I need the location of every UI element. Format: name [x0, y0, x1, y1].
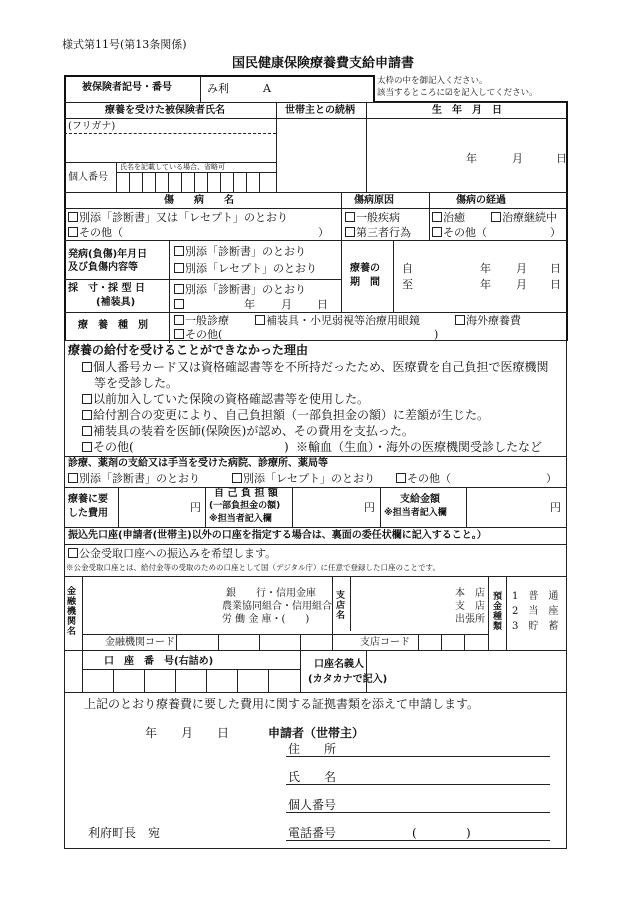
treatment-label: 療 養 種 別 — [78, 320, 148, 331]
mynumber-footer-label: 個人番号 — [288, 798, 337, 812]
relation-header: 世帯主との続柄 — [285, 105, 355, 116]
treatment-opt-general[interactable]: 一般診療 — [174, 314, 229, 328]
instruction-1: 太枠の中を御記入ください。 — [377, 76, 488, 86]
onset-opt-diagnosis[interactable]: 別添「診断書」のとおり — [174, 245, 306, 259]
application-date: 年 月 日 — [145, 726, 230, 740]
reason-opt-other[interactable]: その他( — [82, 440, 134, 455]
disease-opt-attached[interactable]: 別添「診断書」又は「レセプト」のとおり — [68, 211, 288, 225]
fitting-opt-diagnosis[interactable]: 別添「診断書」のとおり — [174, 283, 306, 297]
checkbox[interactable] — [455, 315, 465, 325]
account-holder-label-2: (カタカナで記入) — [308, 674, 388, 685]
dob-header: 生 年 月 日 — [432, 105, 502, 116]
period-from: 自 — [402, 262, 413, 275]
branch-code-label: 支店コード — [360, 637, 410, 648]
mynumber-label: 個人番号 — [68, 172, 108, 183]
reason-other-note: ※輸血（生血）・海外の医療機関受診したなど — [296, 440, 543, 454]
address-field[interactable] — [286, 756, 550, 757]
checkbox[interactable] — [432, 212, 442, 222]
reason-opt-ratio-change[interactable]: 給付割合の変更により、自己負担額（一部負担金の額）に差額が生じた。 — [82, 408, 489, 423]
account-number-label: 口 座 番 号(右詰め) — [104, 656, 214, 667]
phone-field[interactable] — [286, 840, 550, 841]
dob-year: 年 — [466, 152, 477, 165]
checkbox[interactable] — [68, 212, 78, 222]
self-pay-label-1: 自 己 負 担 額 — [214, 488, 278, 499]
account-type-3: 3 貯 蓄 — [512, 621, 559, 632]
checkbox[interactable] — [345, 212, 355, 222]
checkbox[interactable] — [174, 329, 184, 339]
progress-opt-cured[interactable]: 治癒 — [432, 211, 465, 225]
disease-header: 傷 病 名 — [164, 195, 234, 206]
checkbox[interactable] — [432, 227, 442, 237]
treatment-opt-overseas[interactable]: 海外療養費 — [455, 314, 521, 328]
instruction-2: 該当するところに☑を記入してください。 — [377, 88, 538, 98]
public-account-note: ※公金受取口座とは、給付金等の受取のための口座として国（デジタル庁）に任意で登録した口座のことです。 — [66, 563, 440, 572]
addressee: 利府町長 宛 — [88, 826, 161, 840]
dob-day: 日 — [556, 152, 567, 165]
checkbox[interactable] — [491, 212, 501, 222]
institution-type-1: 銀 行・信用金庫 — [226, 588, 316, 599]
progress-opt-other[interactable]: その他（ — [432, 226, 487, 240]
checkbox[interactable] — [82, 410, 92, 420]
reason-opt-card[interactable]: 個人番号カード又は資格確認書等を不所持だったため、医療費を自己負担で医療機関 — [82, 360, 549, 375]
reason-header: 療養の給付を受けることができなかった理由 — [68, 343, 309, 357]
progress-header: 傷病の経過 — [456, 195, 506, 206]
cost-label-1: 療養に要 — [68, 494, 108, 505]
cause-opt-third-party[interactable]: 第三者行為 — [345, 226, 411, 240]
checkbox[interactable] — [345, 227, 355, 237]
mynumber-field[interactable] — [286, 812, 550, 813]
checkbox[interactable] — [68, 473, 78, 483]
address-label: 住 所 — [288, 742, 337, 756]
checkbox[interactable] — [174, 246, 184, 256]
progress-opt-continuing[interactable]: 治療継続中 — [491, 211, 557, 225]
period-label-2: 期 間 — [350, 277, 380, 288]
cost-label-2: した費用 — [68, 508, 108, 519]
insured-number-label: 被保険者記号・番号 — [82, 82, 172, 93]
mynumber-note: 氏名を記載している場合、省略可 — [120, 163, 225, 171]
onset-label-1: 発病(負傷)年月日 — [68, 249, 148, 260]
hospital-opt-diagnosis[interactable]: 別添「診断書」のとおり — [68, 472, 200, 486]
checkbox[interactable] — [82, 426, 92, 436]
reason-opt-device[interactable]: 補装具の装着を医師(保険医)が認め、その費用を支払った。 — [82, 424, 414, 439]
insured-symbol-2: A — [263, 82, 271, 95]
reason-opt-previous-insurance[interactable]: 以前加入していた保険の資格確認書等を使用した。 — [82, 392, 369, 407]
name-field[interactable] — [286, 784, 550, 785]
phone-label: 電話番号 — [288, 826, 337, 840]
bank-header: 振込先口座(申請者(世帯主)以外の口座を指定する場合は、裏面の委任状欄に記入すること。） — [68, 530, 487, 541]
treatment-opt-device[interactable]: 補装具・小児弱視等治療用眼鏡 — [255, 314, 420, 328]
institution-type-3: 労 働 金 庫・( ) — [222, 614, 310, 625]
checkbox[interactable] — [255, 315, 265, 325]
institution-code-label: 金融機関コード — [105, 637, 175, 648]
self-pay-label-2: (一部負担金の額) — [209, 501, 281, 511]
checkbox[interactable] — [68, 227, 78, 237]
fitting-label-1: 採 寸・採 型 日 — [68, 283, 145, 294]
furigana-label: (フリガナ) — [68, 121, 116, 132]
self-pay-yen: 円 — [364, 501, 375, 514]
payment-label-1: 支給金額 — [400, 494, 440, 505]
checkbox[interactable] — [82, 394, 92, 404]
insured-symbol: み利 — [207, 82, 229, 95]
period-label-1: 療養の — [350, 263, 380, 274]
period-to: 至 — [402, 278, 413, 291]
payment-label-2: ※担当者記入欄 — [384, 508, 447, 518]
payment-yen: 円 — [550, 501, 561, 514]
cost-yen: 円 — [190, 501, 201, 514]
cause-opt-general[interactable]: 一般疾病 — [345, 211, 400, 225]
branch-type-2: 支 店 — [455, 601, 485, 612]
form-title: 国民健康保険療養費支給申請書 — [232, 56, 415, 71]
checkbox[interactable] — [82, 442, 92, 452]
branch-label: 支店名 — [336, 591, 346, 621]
account-holder-label-1: 口座名義人 — [314, 659, 364, 670]
checkbox[interactable] — [174, 284, 184, 294]
checkbox[interactable] — [396, 473, 406, 483]
declaration: 上記のとおり療養費に要した費用に関する証拠書類を添えて申請します。 — [84, 697, 480, 711]
checkbox[interactable] — [68, 548, 78, 558]
onset-opt-receipt[interactable]: 別添「レセプト」のとおり — [174, 262, 317, 276]
treatment-opt-other[interactable]: その他( — [174, 328, 222, 342]
hospital-opt-receipt[interactable]: 別添「レセプト」のとおり — [232, 472, 375, 486]
hospital-opt-other[interactable]: その他（ — [396, 472, 451, 486]
institution-label: 金融機関名 — [67, 587, 77, 637]
patient-name-header: 療養を受けた被保険者氏名 — [105, 105, 225, 116]
fitting-label-2: (補装具) — [96, 297, 136, 308]
account-type-label: 預金種類 — [493, 592, 503, 632]
form-number: 様式第11号(第13条関係) — [62, 38, 187, 51]
public-account-opt[interactable]: 公金受取口座への振込みを希望します。 — [68, 547, 276, 561]
branch-type-1: 本 店 — [455, 588, 485, 599]
hospital-header: 診療、薬剤の支給又は手当を受けた病院、診療所、薬局等 — [68, 458, 328, 469]
institution-type-2: 農業協同組合・信用組合 — [222, 601, 332, 612]
checkbox[interactable] — [82, 362, 92, 372]
applicant-label: 申請者（世帯主） — [268, 726, 365, 740]
onset-label-2: 及び負傷内容等 — [68, 262, 138, 273]
self-pay-label-3: ※担当者記入欄 — [209, 514, 272, 524]
disease-opt-other[interactable]: その他（ — [68, 226, 123, 240]
branch-type-3: 出張所 — [455, 614, 485, 625]
cause-header: 傷病原因 — [354, 195, 394, 206]
checkbox[interactable] — [232, 473, 242, 483]
checkbox[interactable] — [174, 299, 184, 309]
dob-month: 月 — [512, 152, 523, 165]
checkbox[interactable] — [174, 263, 184, 273]
name-label: 氏 名 — [288, 770, 337, 784]
checkbox[interactable] — [174, 315, 184, 325]
account-type-1: 1 普 通 — [512, 591, 559, 602]
account-type-2: 2 当 座 — [512, 606, 559, 617]
